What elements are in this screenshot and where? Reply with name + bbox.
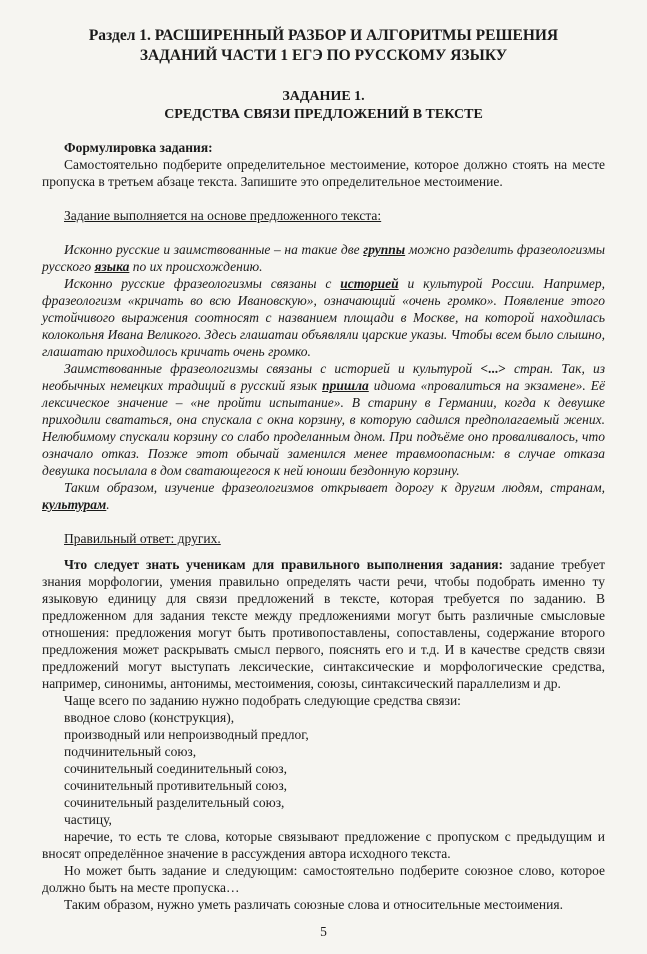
closing-paragraph-3: Таким образом, нужно уметь различать союзные слова и относительные местоимения. — [64, 897, 563, 912]
chapter-heading — [42, 26, 605, 66]
closing-paragraph-1: наречие, то есть те слова, которые связывают предложение с пропуском с предыдущим и вносят определённое значение в рассуждения автора исходного текста. — [42, 829, 605, 861]
task-number: ЗАДАНИЕ 1. — [282, 89, 365, 104]
formulation-heading: Формулировка задания: — [64, 140, 213, 155]
source-text-paragraph-2: Исконно русские фразеологизмы связаны с историей и культурой России. Например, фразеологизм «кричать во всю Ивановскую», означающий «очень громко». Появление этого устойчивого выражения соотносят с названием площади в Москве, на которой находилась колокольня Ивана Великого. Здесь глашатаи объявляли царские указы. Чтобы всем было слышно, глашатаю приходилось кричать очень громко. — [42, 276, 605, 359]
closing-paragraph-2: Но может быть задание и следующим: самостоятельно подберите союзное слово, которое должно быть на месте пропуска… — [42, 863, 605, 895]
list-item: производный или непроизводный предлог, — [64, 727, 309, 742]
list-item: подчинительный союз, — [64, 744, 197, 759]
correct-answer: Правильный ответ: других. — [64, 531, 221, 546]
explanation-body: задание требует знания морфологии, умения правильно определять части речи, чтобы подобрать именно ту языковую единицу для связи предложений в тексте, которая требуется по заданию. В предложенном для задания тексте между предложениями могут быть различные смысловые отношения: предложения могут быть противопоставлены, сопоставлены, содержание второго предложения может раскрывать смысл первого, пояснять его и т.д. И в качестве средств связи предложений могут выступать лексические, синтаксические и морфологические средства, например, синонимы, антонимы, местоимения, союзы, синтаксический параллелизм и др. — [42, 557, 605, 691]
source-text — [42, 241, 605, 513]
text-intro: Задание выполняется на основе предложенного текста: — [64, 208, 382, 223]
formulation-body: Самостоятельно подберите определительное местоимение, которое должно стоять на месте пропуска в третьем абзаце текста. Запишите это определительное местоимение. — [42, 157, 605, 189]
explanation — [42, 556, 605, 692]
connection-means-list — [42, 709, 605, 828]
keyword-yazyka: языка — [94, 259, 130, 274]
list-item: частицу, — [64, 812, 112, 827]
list-item: вводное слово (конструкция), — [64, 710, 235, 725]
explanation-lead: Что следует знать ученикам для правильного выполнения задания: — [64, 557, 504, 572]
task-heading — [42, 88, 605, 124]
source-text-paragraph-1: Исконно русские и заимствованные – на такие две группы можно разделить фразеологизмы русского языка по их происхождению. — [42, 242, 606, 274]
keyword-istoriey: историей — [340, 276, 399, 291]
gap-marker: <...> — [480, 361, 506, 376]
list-item: сочинительный разделительный союз, — [64, 795, 285, 810]
list-item: сочинительный соединительный союз, — [64, 761, 288, 776]
page-number: 5 — [320, 924, 327, 939]
source-text-paragraph-3: Заимствованные фразеологизмы связаны с историей и культурой <...> стран. Так, из необычных немецких традиций в русский язык пришла идиома «провалиться на экзамене». Её лексическое значение – «не пройти испытание». В старину в Германии, когда к девушке приходили свататься, она спускала с окна корзину, в которую садился предполагаемый жених. Нелюбимому спускали корзину со слабо проделанным дном. При подъёме оно проваливалось, что означало отказ. Позже этот обычай заменился менее травмоопасным: в случае отказа девушка посылала в дом сватающегося к ней юноши бездонную корзину. — [42, 361, 605, 478]
list-item: сочинительный противительный союз, — [64, 778, 288, 793]
chapter-heading-line2: ЗАДАНИЙ ЧАСТИ 1 ЕГЭ ПО РУССКОМУ ЯЗЫКУ — [139, 47, 508, 64]
source-text-paragraph-4: Таким образом, изучение фразеологизмов открывает дорогу к другим людям, странам, культурам. — [42, 480, 605, 512]
chapter-heading-line1: Раздел 1. РАСШИРЕННЫЙ РАЗБОР И АЛГОРИТМЫ РЕШЕНИЯ — [88, 27, 559, 44]
keyword-prishla: пришла — [322, 378, 369, 393]
list-intro: Чаще всего по заданию нужно подобрать следующие средства связи: — [64, 693, 461, 708]
keyword-gruppy: группы — [363, 242, 406, 257]
task-title: СРЕДСТВА СВЯЗИ ПРЕДЛОЖЕНИЙ В ТЕКСТЕ — [164, 107, 483, 122]
keyword-kulturam: культурам — [42, 497, 107, 512]
